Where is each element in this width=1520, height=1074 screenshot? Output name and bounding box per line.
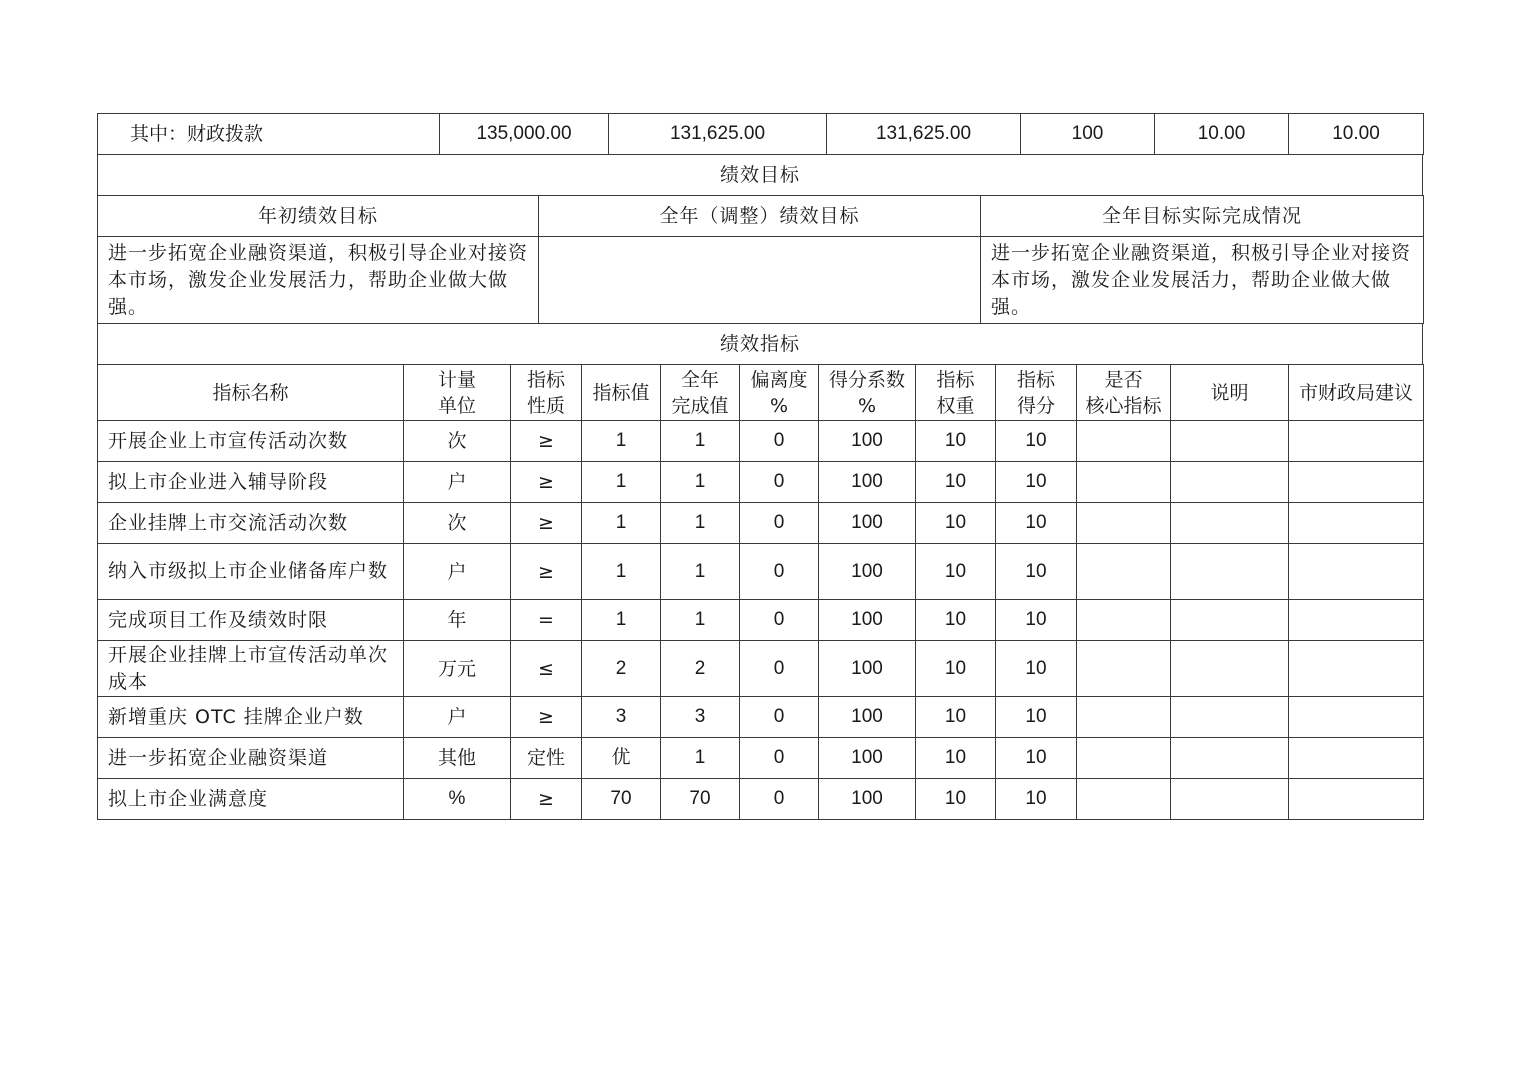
goals-header-row	[98, 196, 1424, 237]
indicator-weight-cell: 10	[916, 779, 996, 820]
indicator-advice-cell	[1289, 421, 1424, 462]
indicator-weight-cell: 10	[916, 697, 996, 738]
indicator-deviation-cell: 0	[740, 462, 819, 503]
indicator-score-cell: 10	[996, 697, 1077, 738]
indicator-name-cell: 拟上市企业进入辅导阶段	[98, 462, 404, 503]
indicator-row	[98, 544, 1424, 600]
indicator-advice-cell	[1289, 462, 1424, 503]
funding-value: 135,000.00	[440, 114, 609, 155]
indicator-nature-cell: ≥	[511, 779, 582, 820]
indicator-deviation-cell: 0	[740, 641, 819, 697]
indicator-deviation-cell: 0	[740, 503, 819, 544]
indicator-value-cell: 优	[582, 738, 661, 779]
indicator-coefficient-cell: 100	[819, 421, 916, 462]
indicator-score-cell: 10	[996, 641, 1077, 697]
indicator-deviation-cell: 0	[740, 421, 819, 462]
goal-header-actual: 全年目标实际完成情况	[981, 196, 1424, 237]
indicator-score-cell: 10	[996, 779, 1077, 820]
indicator-weight-cell: 10	[916, 738, 996, 779]
indicator-note-cell	[1171, 738, 1289, 779]
goals-content-row	[98, 237, 1424, 324]
indicator-nature-cell: ≥	[511, 544, 582, 600]
indicator-unit-cell: 户	[404, 544, 511, 600]
indicator-core-cell	[1077, 641, 1171, 697]
indicator-note-cell	[1171, 421, 1289, 462]
indicator-unit-cell: 年	[404, 600, 511, 641]
indicator-core-cell	[1077, 421, 1171, 462]
indicator-note-cell	[1171, 600, 1289, 641]
indicator-completed-cell: 1	[661, 544, 740, 600]
indicator-weight-cell: 10	[916, 641, 996, 697]
indicator-unit-cell: %	[404, 779, 511, 820]
col-header-unit: 计量 单位	[404, 365, 511, 421]
indicator-advice-cell	[1289, 600, 1424, 641]
indicator-completed-cell: 2	[661, 641, 740, 697]
indicator-name-cell: 开展企业上市宣传活动次数	[98, 421, 404, 462]
indicator-note-cell	[1171, 462, 1289, 503]
indicator-unit-cell: 万元	[404, 641, 511, 697]
indicator-weight-cell: 10	[916, 462, 996, 503]
col-header-value: 指标值	[582, 365, 661, 421]
indicator-note-cell	[1171, 544, 1289, 600]
funding-row	[98, 114, 1424, 155]
indicator-completed-cell: 1	[661, 462, 740, 503]
indicator-score-cell: 10	[996, 421, 1077, 462]
indicator-score-cell: 10	[996, 738, 1077, 779]
col-header-score: 指标 得分	[996, 365, 1077, 421]
indicator-completed-cell: 1	[661, 421, 740, 462]
funding-label: 其中：财政拨款	[98, 114, 440, 155]
indicator-score-cell: 10	[996, 544, 1077, 600]
indicator-coefficient-cell: 100	[819, 462, 916, 503]
indicator-coefficient-cell: 100	[819, 779, 916, 820]
indicator-deviation-cell: 0	[740, 738, 819, 779]
indicator-deviation-cell: 0	[740, 779, 819, 820]
col-header-advice: 市财政局建议	[1289, 365, 1424, 421]
indicator-advice-cell	[1289, 503, 1424, 544]
indicator-advice-cell	[1289, 738, 1424, 779]
indicator-score-cell: 10	[996, 600, 1077, 641]
indicator-score-cell: 10	[996, 462, 1077, 503]
indicator-value-cell: 70	[582, 779, 661, 820]
indicator-note-cell	[1171, 641, 1289, 697]
indicator-weight-cell: 10	[916, 421, 996, 462]
indicator-completed-cell: 1	[661, 600, 740, 641]
indicator-core-cell	[1077, 462, 1171, 503]
indicator-core-cell	[1077, 697, 1171, 738]
indicator-core-cell	[1077, 503, 1171, 544]
indicator-row	[98, 697, 1424, 738]
indicator-weight-cell: 10	[916, 544, 996, 600]
col-header-core: 是否 核心指标	[1077, 365, 1171, 421]
goals-section-title: 绩效目标	[98, 155, 1423, 196]
indicator-name-cell: 纳入市级拟上市企业储备库户数	[98, 544, 404, 600]
indicator-unit-cell: 户	[404, 697, 511, 738]
indicator-value-cell: 1	[582, 421, 661, 462]
indicator-name-cell: 进一步拓宽企业融资渠道	[98, 738, 404, 779]
indicator-name-cell: 企业挂牌上市交流活动次数	[98, 503, 404, 544]
goal-header-initial: 年初绩效目标	[98, 196, 539, 237]
indicator-value-cell: 3	[582, 697, 661, 738]
indicator-value-cell: 1	[582, 600, 661, 641]
indicators-title-table	[97, 323, 1423, 365]
indicator-coefficient-cell: 100	[819, 503, 916, 544]
indicator-advice-cell	[1289, 779, 1424, 820]
indicator-unit-cell: 次	[404, 503, 511, 544]
col-header-completed: 全年 完成值	[661, 365, 740, 421]
indicator-nature-cell: =	[511, 600, 582, 641]
indicator-name-cell: 拟上市企业满意度	[98, 779, 404, 820]
indicator-coefficient-cell: 100	[819, 697, 916, 738]
col-header-note: 说明	[1171, 365, 1289, 421]
actual-completion-text: 进一步拓宽企业融资渠道，积极引导企业对接资本市场，激发企业发展活力，帮助企业做大做强。	[981, 237, 1424, 324]
adjusted-goal-text	[539, 237, 981, 324]
indicator-completed-cell: 3	[661, 697, 740, 738]
funding-table	[97, 113, 1424, 155]
indicator-nature-cell: ≥	[511, 697, 582, 738]
indicator-advice-cell	[1289, 697, 1424, 738]
indicator-deviation-cell: 0	[740, 697, 819, 738]
indicator-nature-cell: ≥	[511, 462, 582, 503]
indicator-score-cell: 10	[996, 503, 1077, 544]
indicator-completed-cell: 70	[661, 779, 740, 820]
indicator-value-cell: 1	[582, 503, 661, 544]
indicator-row	[98, 641, 1424, 697]
indicator-coefficient-cell: 100	[819, 738, 916, 779]
funding-value: 100	[1021, 114, 1155, 155]
indicator-coefficient-cell: 100	[819, 641, 916, 697]
indicator-core-cell	[1077, 738, 1171, 779]
indicator-note-cell	[1171, 503, 1289, 544]
indicator-row	[98, 503, 1424, 544]
indicator-completed-cell: 1	[661, 738, 740, 779]
funding-value: 10.00	[1289, 114, 1424, 155]
indicator-core-cell	[1077, 600, 1171, 641]
indicator-nature-cell: ≥	[511, 421, 582, 462]
indicator-nature-cell: ≥	[511, 503, 582, 544]
indicator-completed-cell: 1	[661, 503, 740, 544]
col-header-deviation: 偏离度 %	[740, 365, 819, 421]
indicator-note-cell	[1171, 779, 1289, 820]
indicator-name-cell: 开展企业挂牌上市宣传活动单次成本	[98, 641, 404, 697]
indicator-deviation-cell: 0	[740, 600, 819, 641]
indicator-nature-cell: ≤	[511, 641, 582, 697]
indicator-advice-cell	[1289, 641, 1424, 697]
indicator-value-cell: 2	[582, 641, 661, 697]
indicators-header-row	[98, 365, 1424, 421]
funding-value: 131,625.00	[827, 114, 1021, 155]
funding-value: 10.00	[1155, 114, 1289, 155]
indicator-coefficient-cell: 100	[819, 600, 916, 641]
indicator-coefficient-cell: 100	[819, 544, 916, 600]
goals-title-table	[97, 154, 1423, 196]
goals-table	[97, 195, 1424, 324]
indicator-name-cell: 新增重庆 OTC 挂牌企业户数	[98, 697, 404, 738]
indicator-value-cell: 1	[582, 544, 661, 600]
indicator-value-cell: 1	[582, 462, 661, 503]
col-header-name: 指标名称	[98, 365, 404, 421]
indicator-row	[98, 738, 1424, 779]
indicators-section-title: 绩效指标	[98, 324, 1423, 365]
goal-header-adjusted: 全年（调整）绩效目标	[539, 196, 981, 237]
indicator-note-cell	[1171, 697, 1289, 738]
col-header-coefficient: 得分系数 %	[819, 365, 916, 421]
indicator-core-cell	[1077, 544, 1171, 600]
col-header-weight: 指标 权重	[916, 365, 996, 421]
indicator-weight-cell: 10	[916, 600, 996, 641]
performance-report-sheet	[97, 113, 1423, 820]
indicator-row	[98, 421, 1424, 462]
indicator-advice-cell	[1289, 544, 1424, 600]
indicator-weight-cell: 10	[916, 503, 996, 544]
initial-goal-text: 进一步拓宽企业融资渠道，积极引导企业对接资本市场，激发企业发展活力，帮助企业做大做强。	[98, 237, 539, 324]
indicator-unit-cell: 户	[404, 462, 511, 503]
indicator-unit-cell: 次	[404, 421, 511, 462]
indicator-row	[98, 462, 1424, 503]
indicator-row	[98, 600, 1424, 641]
indicator-name-cell: 完成项目工作及绩效时限	[98, 600, 404, 641]
indicator-deviation-cell: 0	[740, 544, 819, 600]
indicator-core-cell	[1077, 779, 1171, 820]
indicator-unit-cell: 其他	[404, 738, 511, 779]
funding-value: 131,625.00	[609, 114, 827, 155]
indicator-rows	[98, 421, 1424, 820]
indicator-nature-cell: 定性	[511, 738, 582, 779]
col-header-nature: 指标 性质	[511, 365, 582, 421]
indicators-table	[97, 364, 1424, 820]
indicator-row	[98, 779, 1424, 820]
